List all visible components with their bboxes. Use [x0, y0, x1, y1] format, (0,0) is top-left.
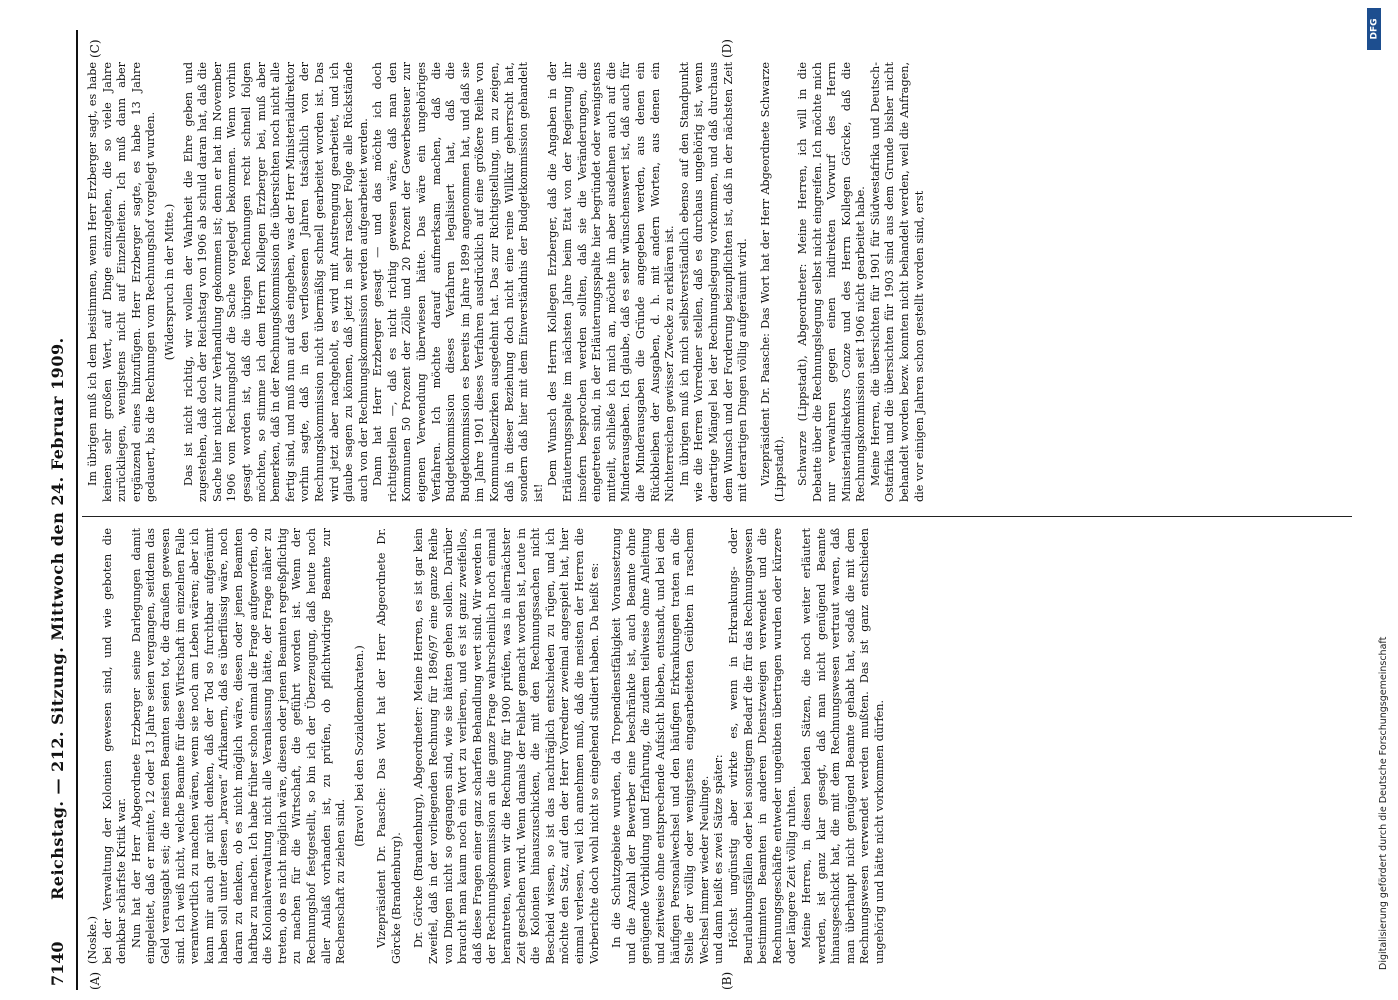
document-page — [30, 30, 1370, 990]
paragraph: Nun hat der Herr Abgeordnete Erzberger seine Darlegungen damit eingeleitet, daß er meinte, 12 oder 13 Jahre seien vergangen, seitdem das Geld verausgabt sei; die meisten Beamten seien tot, die draußen gewesen sind. Ich weiß nicht, welche Beamte für diese Wirtschaft im einzelnen Falle verantwortlich zu machen wären, wenn sie noch am Leben wären; aber ich kann mir auch gar nicht denken, daß der Tod so furchtbar aufgeräumt haben soll unter diesen „braven“ Afrikanern, daß es überflüssig wäre, noch daran zu denken, ob es nicht möglich wäre, diesen oder jenen Beamten haftbar zu machen. Ich habe früher schon einmal die Frage aufgeworfen, ob die Kolonialverwaltung nicht alle Veranlassung hätte, der Frage näher zu treten, ob es nicht möglich wäre, diesen oder jenen Beamten regreßpflichtig zu machen für die Wirtschaft, die geführt worden ist. Wenn der Rechnungshof festgestellt, so bin ich der Überzeugung, daß heute noch aller Anlaß vorhanden ist, zu prüfen, ob pflichtwidrige Beamte zur Rechenschaft zu ziehen sind. — [129, 528, 348, 964]
margin-letter-d: (D) — [720, 39, 734, 58]
paragraph: (Bravo! bei den Sozialdemokraten.) — [352, 645, 366, 847]
digitization-note — [1350, 70, 1389, 970]
paragraph: In die Schutzgebiete wurden, da Tropendienstfähigkeit Voraussetzung und die Anzahl der Bewerber eine beschränkte ist, auch Beamte ohne genügende Vorbildung und Erfahrung, die zudem teilweise ohne Anleitung und zeitweise ohne entsprechende Aufsicht blieben, entsandt, und bei dem häufigen Personalwechsel und den häufigen Erkrankungen traten an die Stelle der völlig oder wenigstens eingearbeiteten Geübten in raschem Wechsel immer wieder Neulinge. — [610, 528, 711, 964]
paragraph: Dem Wunsch des Herrn Kollegen Erzberger, daß die Angaben in der Erläuterungsspalte im nächsten Jahre beim Etat von der Regierung ihr insofern besprochen werden sollten, daß sie die Veränderungen, die eingetreten sind, in der Erläuterungsspalte hier begründet oder wenigstens mitteilt, schließe ich mich an, möchte ihn aber ausdehnen auch auf die Minderausgaben. Ich glaube, daß es sehr wünschenswert ist, daß auch für die Minderausgaben die Gründe angegeben werden, aus denen ein Rückbleiben der Ausgaben, d. h. mit andern Worten, aus denen ein Nichterreichen gewisser Zwecke zu erklären ist. — [546, 62, 677, 502]
paragraph: Vizepräsident Dr. Paasche: Das Wort hat der Herr Abgeordnete Dr. Görcke (Brandenburg). — [375, 528, 403, 964]
margin-letter-c: (C) — [88, 39, 102, 58]
paragraph: Dr. Görcke (Brandenburg), Abgeordneter: Meine Herren, es ist gar kein Zweifel, daß in der vorliegenden Rechnung für 1896/97 eine ganze Reihe von Dingen nicht so gegangen sind, wie sie hätten gehen sollen. Darüber braucht man kaum noch ein Wort zu verlieren, und es ist ganz zweifellos, daß diese Fragen einer ganz scharfen Behandlung wert sind. Wir werden in der Rechnungskommission an die ganze Frage wahrscheinlich noch einmal herantreten, wenn wir die Rechnung für 1900 prüfen, was in allernächster Zeit geschehen wird. Wenn damals der Fehler gemacht worden ist, Leute in die Kolonien hinauszuschicken, die mit den Rechnungssachen nicht Bescheid wissen, so ist das nachträglich entschieden zu rügen, und ich möchte den Satz, auf den der Herr Vorredner zweimal angespielt hat, hier einmal verlesen, weil ich annehmen muß, daß die meisten der Herren die Vorberichte doch wohl nicht so eingehend studiert haben. Da heißt es: — [412, 528, 601, 964]
margin-letter-a: (A) — [88, 971, 102, 990]
paragraph: und dann heißt es zwei Sätze später: — [712, 754, 726, 964]
paragraph: Meine Herren, in diesen beiden Sätzen, die noch weiter erläutert werden, ist ganz klar gesagt, daß man nicht genügend Beamte hinausgeschickt hat, die mit dem Rechnungswesen vertraut waren, daß man überhaupt nicht genügend Beamte gehabt hat, sodaß die mit dem Rechnungswesen verwendet werden mußten. Das ist ganz entschieden ungehörig und hätte nicht vorkommen dürfen. — [799, 528, 886, 964]
header-rule — [76, 30, 78, 990]
paragraph: Im übrigen muß ich mich selbstverständlich ebenso auf den Standpunkt wie die Herren Vorredner stellen, daß es durchaus ungehörig ist, wenn derartige Mängel bei der Rechnungslegung vorkommen, und daß durchaus dem Wunsch und der Forderung beizupflichten ist, daß in der nächsten Zeit mit derartigen Dingen völlig aufgeräumt wird. — [677, 62, 750, 502]
paragraph: Schwarze (Lippstadt), Abgeordneter: Meine Herren, ich will in die Debatte über die Rechnungslegung selbst nicht eingreifen. Ich möchte mich nur verwahren gegen einen indirekten Vorwurf des Herrn Ministerialdirektors Conze und des Herrn Kollegen Görcke, daß die Rechnungskommission seit 1906 nicht gearbeitet habe. — [795, 62, 868, 502]
page-header — [48, 30, 76, 990]
dfg-logo — [1367, 8, 1381, 50]
left-text-column — [86, 528, 1356, 964]
page-number: 7140 — [48, 941, 67, 986]
page-title: Reichstag. — 212. Sitzung. Mittwoch den 24. Februar 1909. — [48, 337, 67, 900]
paragraph: Im übrigen muß ich dem beistimmen, wenn Herr Erzberger sagt, es habe keinen sehr großen Wert, auf Dinge einzugehen, die so viele Jahre zurückliegen, wenigstens nicht auf Einzelheiten. Ich muß dann aber ergänzend eines hinzufügen. Herr Erzberger sagte, es habe 13 Jahre gedauert, bis die Rechnungen vom Rechnungshof vorgelegt wurden. — [86, 62, 158, 502]
paragraph: (Noske.) — [86, 916, 99, 964]
paragraph: Vizepräsident Dr. Paasche: Das Wort hat der Herr Abgeordnete Schwarze (Lippstadt). — [758, 62, 787, 502]
paragraph: Dann hat Herr Erzberger gesagt — und das möchte ich doch richtigstellen —, daß es nicht richtig gewesen wäre, daß man den Kommunen 50 Prozent der Zölle und 20 Prozent der Gewerbesteuer zur eigenen Verwendung überwiesen hätte. Das wäre ein ungehöriges Verfahren. Ich möchte darauf aufmerksam machen, daß die Budgetkommission dieses Verfahren legalisiert hat, daß die Budgetkommission es bereits im Jahre 1899 angenommen hat, und daß sie im Jahre 1901 dieses Verfahren ausdrücklich auf eine größere Reihe von Kommunalbezirken ausgedehnt hat. Das zur Richtigstellung, um zu zeigen, daß in dieser Beziehung doch nicht eine reine Willkür geherrscht hat, sondern daß hier mit dem Einverständnis der Budgetkommission gehandelt ist! — [371, 62, 545, 502]
paragraph: bei der Verwaltung der Kolonien gewesen sind, und wie geboten die denkbar schärfste Kritik war. — [100, 528, 129, 964]
paragraph: Meine Herren, die übersichten für 1901 für Südwestafrika und Deutsch-Ostafrika und die übersichten für 1903 sind aus dem Grunde bisher nicht behandelt worden bezw. konnten nicht behandelt werden, weil die Anfragen, die vor einigen Jahren schon gestellt worden sind, erst — [868, 62, 926, 502]
digitization-note-text: Digitalisierung gefördert durch die Deutsche Forschungsgemeinschaft — [1378, 636, 1389, 970]
paragraph: (Widerspruch in der Mitte.) — [162, 203, 176, 361]
paragraph: Das ist nicht richtig, wir wollen der Wahrheit die Ehre geben und zugestehen, daß doch der Reichstag von 1906 ab schuld daran hat, daß die Sache hier nicht zur Verhandlung gekommen ist; denn er hat im November 1906 vom Rechnungshof die Sache vorgelegt bekommen. Wenn vorhin gesagt worden ist, daß die übrigen Rechnungen recht schnell folgen möchten, so stimme ich dem Herrn Kollegen Erzberger bei, muß aber bemerken, daß in der Rechnungskommission die übersichten noch nicht alle fertig sind, und muß nun auf das eingehen, was der Herr Ministerialdirektor vorhin sagte, daß in den verflossenen Jahren tatsächlich von der Rechnungskommission nicht übermäßig schnell gearbeitet worden ist. Das wird jetzt aber nachgeholt, es wird mit Anstrengung gearbeitet, und ich glaube sagen zu können, daß jetzt in sehr rascher Folge alle Rückstände auch von der Rechnungskommission werden aufgearbeitet werden. — [181, 62, 370, 502]
column-divider — [82, 516, 1352, 517]
margin-letter-b: (B) — [720, 971, 734, 990]
paragraph: Höchst ungünstig aber wirkte es, wenn in Erkrankungs- oder Beurlaubungsfällen oder bei sonstigem Bedarf die für das Rechnungswesen bestimmten Beamten in anderen Dienstzweigen verwendet und die Rechnungsgeschäfte entweder ungeübten übertragen wurden oder kürzere oder längere Zeit völlig ruhten. — [726, 528, 799, 964]
dfg-logo-text: DFG — [1369, 18, 1380, 40]
right-text-column — [86, 62, 1356, 502]
